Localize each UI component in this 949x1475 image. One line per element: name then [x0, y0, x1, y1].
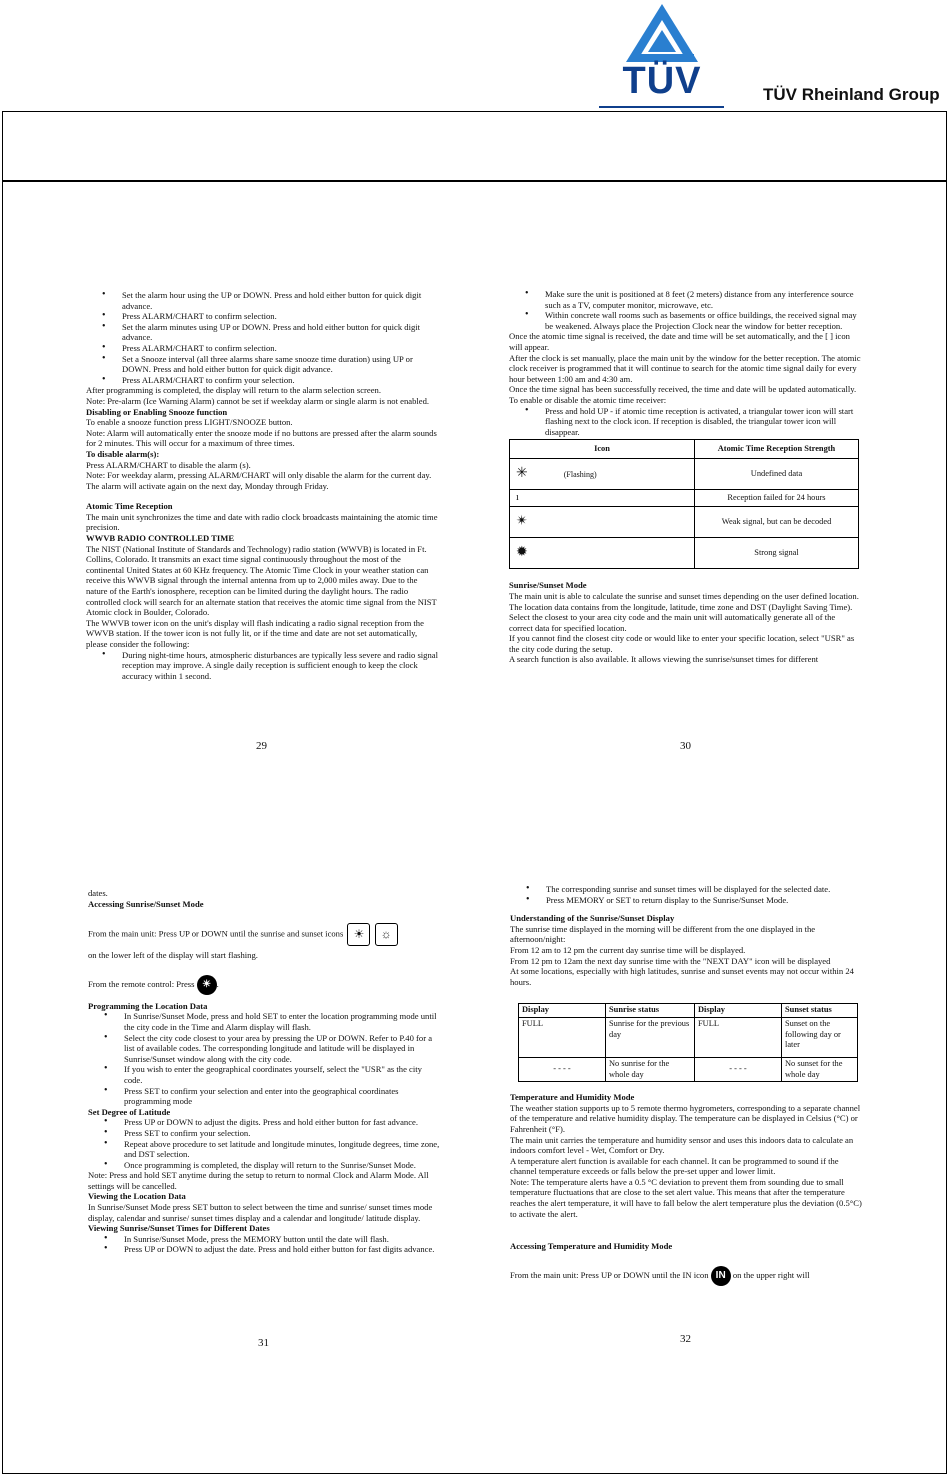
table-header: Icon — [510, 440, 695, 459]
paragraph: At some locations, especially with high latitudes, sunrise and sunset events may not occur within 24 hours. — [510, 966, 854, 987]
paragraph: From the remote control: Press ☀ . — [88, 975, 440, 995]
list-item: • Press ALARM/CHART to confirm your selection. — [86, 375, 438, 386]
list-item: • In Sunrise/Sunset Mode, press and hold SET to enter the location programming mode until the city code in the Time and Alarm display will flash. — [88, 1011, 440, 1032]
paragraph: After the clock is set manually, place the main unit by the window for the better reception. The atomic clock receiver is programmed that it will continue to search for the atomic time signal daily for every hour between 1:00 am and 4:30 am. — [509, 352, 861, 384]
group-name: TÜV Rheinland Group — [763, 85, 940, 104]
list-item: • Press UP or DOWN to adjust the date. Press and hold either button for fast digits advance. — [88, 1244, 440, 1255]
paragraph: From the main unit: Press UP or DOWN until the sunrise and sunset icons ☀ ☼ — [88, 923, 440, 946]
paragraph: A temperature alert function is available for each channel. It can be programmed to sound if the channel temperature exceeds or falls below the pre-set upper and lower limit. — [510, 1155, 839, 1177]
paragraph: on the lower left of the display will start flashing. — [88, 950, 258, 961]
section-heading: Viewing the Location Data — [88, 1191, 186, 1202]
paragraph: The WWVB tower icon on the unit's display will flash indicating a radio signal reception from the WWVB station. If the tower icon is not fully lit, or if the time and date are not set automatically, please consider the following: — [86, 617, 424, 649]
table-header: Sunrise status — [606, 1004, 695, 1018]
tower-weak-icon: ✴ — [516, 513, 528, 529]
remote-sun-button-icon: ☀ — [197, 975, 217, 995]
paragraph: The main unit is able to calculate the sunrise and sunset times depending on the user defined location. The location data contains from the longitude, latitude, time zone and DST (Daylight Saving Time). — [509, 590, 859, 612]
list-item: • Press MEMORY or SET to return display to the Sunrise/Sunset Mode. — [510, 895, 862, 906]
section-heading: Disabling or Enabling Snooze function — [86, 406, 228, 417]
table-header: Display — [519, 1004, 606, 1018]
section-heading: To disable alarm(s): — [86, 448, 160, 459]
list-item: • Press and hold UP - if atomic time reception is activated, a triangular tower icon will start flashing next to the clock icon. If reception is disabled, the triangular tower icon will disappear. — [509, 406, 861, 438]
table-header: Atomic Time Reception Strength — [695, 440, 859, 459]
table-cell: Weak signal, but can be decoded — [695, 507, 859, 538]
sunrise-icon: ☀ — [347, 923, 370, 946]
page-number: 30 — [680, 740, 691, 752]
table-cell: Reception failed for 24 hours — [695, 490, 859, 507]
tower-strong-icon: ✹ — [516, 544, 528, 560]
paragraph: To enable or disable the atomic time receiver: — [509, 394, 667, 405]
paragraph: To enable a snooze function press LIGHT/SNOOZE button. — [86, 417, 293, 428]
logo-underline — [599, 106, 724, 108]
table-row — [510, 490, 859, 507]
list-item: • Press SET to confirm your selection and enter into the geographical coordinates programming mode — [88, 1086, 440, 1107]
paragraph: dates. — [88, 888, 108, 898]
atomic-reception-table — [509, 439, 859, 569]
paragraph: From the main unit: Press UP or DOWN until the IN icon IN on the upper right will — [510, 1266, 862, 1286]
header-separator — [2, 180, 947, 182]
list-item: • Set the alarm minutes using UP or DOWN. Press and hold either button for quick digit advance. — [86, 322, 438, 343]
tuv-logo-triangle-icon — [624, 2, 700, 66]
paragraph: Select the closest to your area city code and the main unit will automatically generate all of the correct data for specified location. — [509, 612, 836, 633]
section-heading: Temperature and Humidity Mode — [510, 1092, 635, 1103]
list-item: • The corresponding sunrise and sunset times will be displayed for the selected date. — [510, 884, 862, 895]
paragraph: The weather station supports up to 5 remote thermo hygrometers, corresponding to a separate channel of the temperature and relative humidity display. The temperature can be displayed in Celsius (°C) or Fahrenheit (°F). — [510, 1102, 861, 1134]
list-item: • In Sunrise/Sunset Mode, press the MEMORY button until the date will flash. — [88, 1234, 440, 1245]
paragraph: Once the time signal has been successfully received, the time and date will be updated automatically. — [509, 384, 857, 395]
section-heading: Viewing Sunrise/Sunset Times for Different Dates — [88, 1223, 270, 1234]
paragraph: Press ALARM/CHART to disable the alarm (s). — [86, 459, 251, 470]
table-row: FULL Sunrise for the previous day FULL Sunset on the following day or later — [519, 1017, 858, 1057]
section-heading: Set Degree of Latitude — [88, 1106, 171, 1117]
section-heading: Atomic Time Reception — [86, 501, 173, 512]
table-row: ✳ (Flashing) Undefined data — [510, 459, 859, 490]
table-row — [510, 507, 859, 538]
paragraph: The main unit carries the temperature and humidity sensor and uses this indoors data to calculate an indoors comfort level - Wet, Comfort or Dry. — [510, 1134, 854, 1156]
list-item: • If you wish to enter the geographical coordinates yourself, select the "USR" as the city code. — [88, 1064, 440, 1085]
paragraph: The sunrise time displayed in the morning will be different from the one displayed in the afternoon/night: — [510, 923, 816, 945]
page-number: 29 — [256, 740, 267, 752]
sunset-icon: ☼ — [375, 923, 398, 946]
list-item: • During night-time hours, atmospheric disturbances are typically less severe and radio signal reception may improve. A single daily reception is sufficient enough to keep the clock accuracy within 1 second. — [86, 650, 438, 682]
paragraph: From 12 pm to 12am the next day sunrise time with the "NEXT DAY" icon will be displayed — [510, 955, 831, 966]
section-heading: Sunrise/Sunset Mode — [509, 580, 587, 591]
section-heading: WWVB RADIO CONTROLLED TIME — [86, 533, 235, 544]
section-heading: Understanding of the Sunrise/Sunset Display — [510, 913, 675, 924]
table-header: Sunset status — [782, 1004, 858, 1018]
list-item: • Press ALARM/CHART to confirm selection. — [86, 311, 438, 322]
in-icon: IN — [711, 1266, 731, 1286]
note: Note: For weekday alarm, pressing ALARM/CHART will only disable the alarm for the current day. The alarm will activate again on the next day, Monday through Friday. — [86, 470, 432, 491]
table-row: - - - - No sunrise for the whole day - - - - No sunset for the whole day — [519, 1057, 858, 1081]
table-cell: Undefined data — [695, 459, 859, 490]
page-number: 31 — [258, 1337, 269, 1349]
paragraph: If you cannot find the closest city code or would like to enter your specific location, select "USR" as the city code during the setup. — [509, 633, 855, 654]
tower-flashing-icon: ✳ — [516, 465, 528, 481]
list-item: • Press UP or DOWN to adjust the digits. Press and hold either button for fast advance. — [88, 1117, 440, 1128]
note: Note: Pre-alarm (Ice Warning Alarm) cannot be set if weekday alarm or single alarm is not enabled. — [86, 395, 430, 406]
note: Note: The temperature alerts have a 0.5 °C deviation to prevent them from sounding due to small temperature fluctuations that are close to the set alert value. This means that after the temperature reaches the alert temperature, it will have to fall below the alert temperature plus the deviation (0.5°C) to activate the alert. — [510, 1176, 862, 1219]
paragraph: Once the atomic time signal is received, the date and time will be set automatically, and the [ ] icon will appear. — [509, 331, 850, 352]
list-item: • Repeat above procedure to set latitude and longitude minutes, longitude degrees, time zone, and DST selection. — [88, 1139, 440, 1160]
section-heading: Accessing Temperature and Humidity Mode — [510, 1241, 673, 1252]
section-heading: Programming the Location Data — [88, 1000, 208, 1011]
page-number: 32 — [680, 1333, 691, 1345]
list-item: • Press ALARM/CHART to confirm selection. — [86, 343, 438, 354]
table-header: Display — [695, 1004, 782, 1018]
paragraph: The main unit synchronizes the time and date with radio clock broadcasts maintaining the atomic time precision. — [86, 511, 438, 533]
list-item: • Select the city code closest to your area by pressing the UP or DOWN. Refer to P.40 for a list of available codes. The corresponding longitude and latitude will be displayed in Sunrise/Sunset window along with the city code. — [88, 1033, 440, 1065]
list-item: • Make sure the unit is positioned at 8 feet (2 meters) distance from any interference source such as a TV, computer monitor, microwave, etc. — [509, 289, 861, 310]
list-item: • Within concrete wall rooms such as basements or office buildings, the received signal may be weakened. Always place the Projection Clock near the window for better reception. — [509, 310, 861, 331]
page-29 — [86, 290, 438, 681]
note: Note: Alarm will automatically enter the snooze mode if no buttons are pressed after the alarm sounds for 2 minutes. This will occur for a maximum of three times. — [86, 427, 437, 449]
table-row — [510, 538, 859, 569]
paragraph: In Sunrise/Sunset Mode press SET button to select between the time and sunrise/ sunset times mode display, calendar and sunrise/ sunset times display and a calendar and longitude/ latitude display. — [88, 1202, 433, 1223]
paragraph: The NIST (National Institute of Standards and Technology) radio station (WWVB) is located in Ft. Collins, Colorado. It transmits an exact time signal continuously throughout the most of the continental United States at 60 KHz frequency. The Atomic Time Clock in your weather station can receive this WWVB signal through the internal antenna from up to 2,000 miles away. Due to the nature of the Earth's ionosphere, reception can be limited during the daylight hours. The radio controlled clock will search for an alternate station that receives the atomic time signal from the NIST Atomic clock in Boulder, Colorado. — [86, 543, 437, 618]
tower-failed-icon: ı — [516, 492, 519, 504]
page-31 — [88, 888, 440, 1255]
table-cell: Strong signal — [695, 538, 859, 569]
tuv-logo-text: TÜV — [622, 60, 702, 102]
paragraph: From 12 am to 12 pm the current day sunrise time will be displayed. — [510, 944, 746, 955]
list-item: • Set the alarm hour using the UP or DOWN. Press and hold either button for quick digit advance. — [86, 290, 438, 311]
paragraph: After programming is completed, the display will return to the alarm selection screen. — [86, 385, 381, 396]
sunrise-sunset-table — [518, 1003, 858, 1082]
note: Note: Press and hold SET anytime during the setup to return to normal Clock and Alarm Mode. All settings will be cancelled. — [88, 1170, 429, 1191]
section-heading: Accessing Sunrise/Sunset Mode — [88, 898, 204, 909]
list-item: • Once programming is completed, the display will return to the Sunrise/Sunset Mode. — [88, 1160, 440, 1171]
page-32 — [510, 884, 862, 1286]
list-item: • Set a Snooze interval (all three alarms share same snooze time duration) using UP or DOWN. Press and hold either button for quick digit advance. — [86, 354, 438, 375]
list-item: • Press SET to confirm your selection. — [88, 1128, 440, 1139]
page-30 — [509, 289, 861, 665]
paragraph: A search function is also available. It allows viewing the sunrise/sunset times for different — [509, 654, 819, 665]
